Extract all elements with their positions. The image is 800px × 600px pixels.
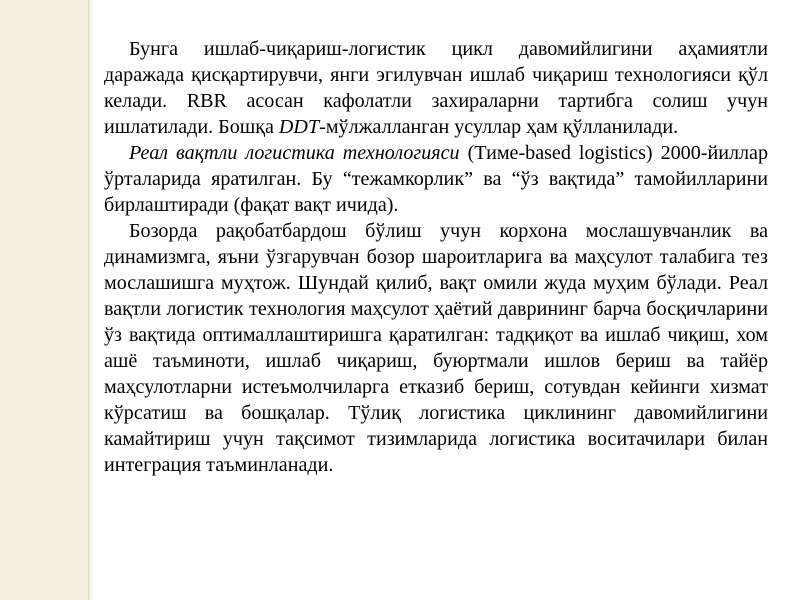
- body-text: [104, 36, 768, 478]
- text-segment: (Тиме-based logistics) 2000-йиллар ўрталарида яратилган. Бу “тежамкорлик” ва “ўз вақтида” тамойилларини бирлаштиради (фақат вақт ичида).: [104, 142, 768, 216]
- paragraph-1: [104, 36, 768, 140]
- text-segment: Бунга ишлаб-чиқариш-логистик цикл давомийлигини аҳамиятли даражада қисқартирувчи, янги эгилувчан ишлаб чиқариш технологияси қўл келади. RBR асосан кафолатли захираларни тартибга солиш учун ишлатилади. Бошқа: [104, 38, 768, 138]
- left-decorative-bar: [0, 0, 89, 600]
- paragraph-2: [104, 140, 768, 218]
- paragraph-3: [104, 218, 768, 478]
- text-segment: Бозорда рақобатбардош бўлиш учун корхона мослашувчанлик ва динамизмга, яъни ўзгарувчан бозор шароитларига ва маҳсулот талабига тез мослашишга муҳтож. Шундай қилиб, вақт омили жуда муҳим бўлади. Реал вақтли логистик технология маҳсулот ҳаётий даврининг барча босқичларини ўз вақтида оптималлаштиришга қаратилган: тадқиқот ва ишлаб чиқиш, хом ашё таъминоти, ишлаб чиқариш, буюртмали ишлов бериш ва тайёр маҳсулотларни истеъмолчиларга етказиб бериш, сотувдан кейинги хизмат кўрсатиш ва бошқалар. Тўлиқ логистика циклининг давомийлигини камайтириш учун тақсимот тизимларида логистика воситачилари билан интеграция таъминланади.: [104, 220, 768, 476]
- text-segment: -мўлжалланган усуллар ҳам қўлланилади.: [319, 116, 679, 138]
- text-segment-italic: DDT: [278, 116, 320, 138]
- text-segment-italic: Реал вақтли логистика технологияси: [129, 142, 460, 164]
